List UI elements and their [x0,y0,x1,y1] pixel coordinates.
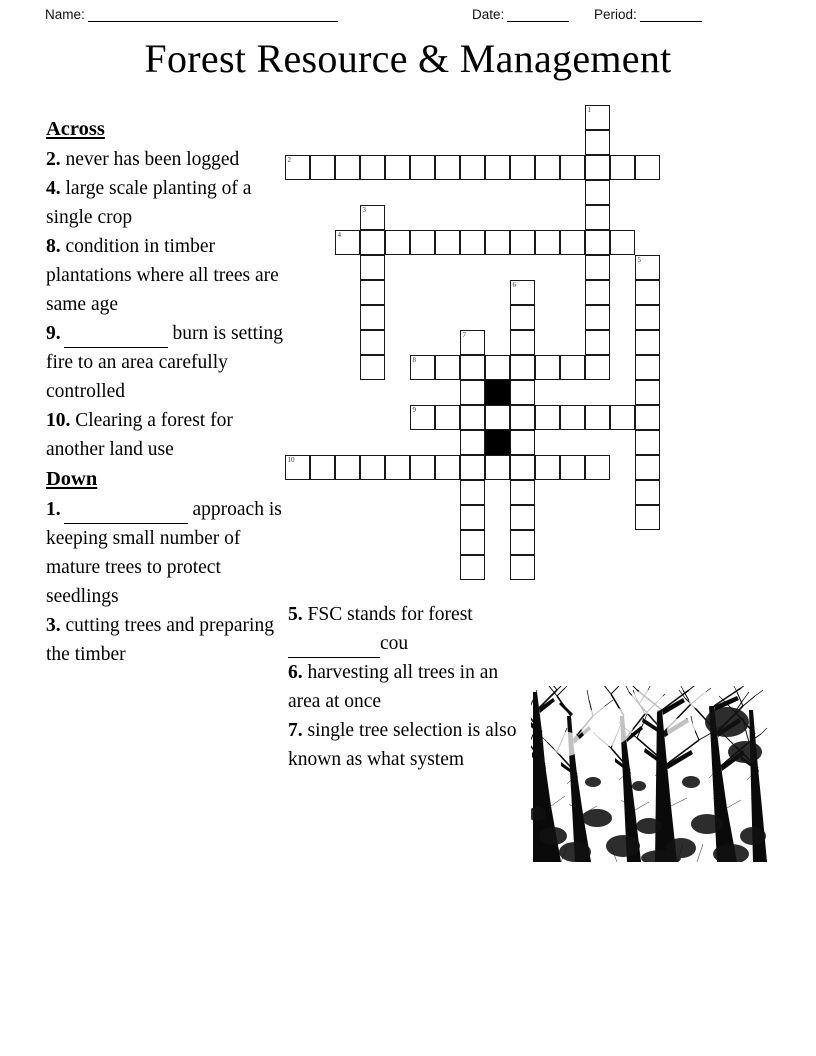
clue-text: approach is keeping small number of mature trees to protect seedlings [46,498,282,607]
page-title: Forest Resource & Management [144,36,672,81]
crossword-cell[interactable] [510,330,535,355]
crossword-cell[interactable] [510,505,535,530]
name-field-row [45,7,338,22]
crossword-cell[interactable] [510,355,535,380]
crossword-cell[interactable] [410,355,435,380]
crossword-cell[interactable] [385,455,410,480]
crossword-cell[interactable] [560,455,585,480]
crossword-cell[interactable] [410,155,435,180]
date-blank-line[interactable] [507,11,569,22]
crossword-cell[interactable] [585,455,610,480]
clue-number: 5. [288,604,303,625]
worksheet-header [0,0,816,26]
crossword-cell[interactable] [460,230,485,255]
crossword-cell[interactable] [435,230,460,255]
clue-text: never has been logged [65,148,240,170]
crossword-cell[interactable] [360,230,385,255]
crossword-cell[interactable] [560,355,585,380]
crossword-cell[interactable] [460,355,485,380]
clue-text: single tree selection is also known as what system [288,720,517,771]
clue-down-6 [288,658,524,716]
crossword-cell[interactable] [510,230,535,255]
crossword-cell[interactable] [510,155,535,180]
clue-down-7 [288,716,524,774]
clue-across-4 [46,174,284,232]
crossword-cell[interactable] [635,355,660,380]
crossword-cell[interactable] [510,380,535,405]
crossword-cell[interactable] [610,405,635,430]
crossword-cell[interactable] [635,330,660,355]
clue-text: condition in timber plantations where all trees are same age [46,235,279,315]
crossword-cell[interactable] [360,330,385,355]
crossword-cell-number: 5 [637,256,641,264]
clue-across-2 [46,145,284,174]
crossword-cell[interactable] [385,155,410,180]
crossword-cell[interactable] [460,555,485,580]
crossword-cell[interactable] [635,155,660,180]
clue-text: FSC stands for forest [307,604,473,625]
name-blank-line[interactable] [88,11,338,22]
answer-blank[interactable] [64,334,168,348]
crossword-cell[interactable] [635,280,660,305]
clues-column-left [46,114,284,669]
crossword-cell-blocked [485,430,510,455]
crossword-cell[interactable] [460,430,485,455]
crossword-cell[interactable] [585,405,610,430]
down-heading: Down [46,468,98,491]
crossword-cell[interactable] [335,455,360,480]
crossword-grid[interactable] [285,105,685,595]
clue-number: 8. [46,235,61,257]
crossword-cell[interactable] [310,455,335,480]
crossword-cell[interactable] [610,155,635,180]
crossword-cell[interactable] [585,355,610,380]
clue-text: burn is setting fire to an area carefully controlled [46,322,283,402]
crossword-cell[interactable] [460,455,485,480]
crossword-cell[interactable] [585,180,610,205]
clue-number: 7. [288,720,303,742]
crossword-cell[interactable] [435,355,460,380]
clue-number: 9. [46,322,61,344]
crossword-cell[interactable] [360,455,385,480]
clue-number: 3. [46,614,61,636]
crossword-cell[interactable] [410,405,435,430]
crossword-cell[interactable] [460,405,485,430]
crossword-cell[interactable] [285,455,310,480]
crossword-cell[interactable] [585,155,610,180]
clue-text: harvesting all trees in an area at once [288,662,499,713]
crossword-cell[interactable] [510,405,535,430]
crossword-cell[interactable] [460,480,485,505]
crossword-cell[interactable] [460,330,485,355]
crossword-cell[interactable] [485,355,510,380]
crossword-cell-number: 4 [337,231,341,239]
crossword-cell[interactable] [360,155,385,180]
crossword-cell[interactable] [635,305,660,330]
clue-down-3 [46,611,284,669]
crossword-cell[interactable] [585,255,610,280]
crossword-cell[interactable] [610,230,635,255]
clue-across-8 [46,232,284,319]
crossword-cell[interactable] [635,405,660,430]
crossword-cell[interactable] [635,255,660,280]
clue-number: 10. [46,409,71,431]
crossword-cell-number: 8 [412,356,416,364]
crossword-cell[interactable] [410,230,435,255]
crossword-cell[interactable] [385,230,410,255]
crossword-cell[interactable] [635,430,660,455]
crossword-cell[interactable] [435,455,460,480]
crossword-cell[interactable] [635,505,660,530]
crossword-cell[interactable] [585,330,610,355]
crossword-cell[interactable] [560,230,585,255]
crossword-cell[interactable] [635,455,660,480]
clue-number: 1. [46,498,61,520]
period-label: Period: [594,7,637,22]
crossword-cell-number: 2 [287,156,291,164]
crossword-cell[interactable] [310,155,335,180]
crossword-cell[interactable] [435,155,460,180]
crossword-cell[interactable] [510,480,535,505]
crossword-cell[interactable] [360,205,385,230]
crossword-cell[interactable] [585,130,610,155]
crossword-cell[interactable] [485,155,510,180]
clue-text-tail: cou [380,633,409,655]
crossword-cell-number: 9 [412,406,416,414]
clue-text: cutting trees and preparing the timber [46,614,274,665]
answer-blank[interactable] [288,644,380,658]
clue-down-1 [46,495,284,611]
crossword-cell[interactable] [460,380,485,405]
crossword-cell[interactable] [535,155,560,180]
crossword-cell[interactable] [435,405,460,430]
crossword-cell[interactable] [585,230,610,255]
forest-canopy-photo [531,686,768,862]
crossword-cell[interactable] [460,530,485,555]
crossword-cell[interactable] [285,155,310,180]
crossword-cell[interactable] [485,230,510,255]
crossword-cell[interactable] [510,305,535,330]
crossword-cell-number: 3 [362,206,366,214]
crossword-cell[interactable] [360,355,385,380]
crossword-cell-number: 10 [287,456,295,464]
name-label: Name: [45,7,85,22]
clue-text: large scale planting of a single crop [46,177,252,228]
crossword-cell[interactable] [635,480,660,505]
crossword-cell-blocked [485,380,510,405]
crossword-cell[interactable] [360,255,385,280]
crossword-cell[interactable] [535,455,560,480]
date-label: Date: [472,7,505,22]
crossword-cell[interactable] [535,230,560,255]
crossword-cell[interactable] [585,280,610,305]
crossword-cell[interactable] [510,280,535,305]
clue-number: 2. [46,148,61,170]
period-blank-line[interactable] [640,11,702,22]
clue-across-10 [46,406,284,464]
crossword-cell[interactable] [360,280,385,305]
crossword-cell[interactable] [410,455,435,480]
crossword-cell[interactable] [585,205,610,230]
clue-number: 4. [46,177,61,199]
crossword-cell[interactable] [335,230,360,255]
crossword-cell[interactable] [485,455,510,480]
crossword-cell[interactable] [510,555,535,580]
crossword-cell[interactable] [510,455,535,480]
crossword-cell[interactable] [510,530,535,555]
crossword-cell-number: 6 [512,281,516,289]
crossword-cell[interactable] [485,405,510,430]
across-heading: Across [46,118,105,140]
clue-text: Clearing a forest for another land use [46,409,233,460]
crossword-cell[interactable] [535,405,560,430]
crossword-cell-number: 1 [587,106,591,114]
crossword-cell[interactable] [560,155,585,180]
date-field-row [472,7,569,22]
crossword-cell[interactable] [585,305,610,330]
crossword-cell[interactable] [635,380,660,405]
crossword-cell[interactable] [460,505,485,530]
clue-number: 6. [288,662,303,684]
clue-across-9 [46,319,284,406]
period-field-row [594,7,702,22]
crossword-cell[interactable] [510,430,535,455]
crossword-cell[interactable] [360,305,385,330]
crossword-cell-number: 7 [462,331,466,339]
clues-column-middle [288,600,524,774]
crossword-cell[interactable] [585,105,610,130]
crossword-cell[interactable] [335,155,360,180]
answer-blank[interactable] [64,510,188,524]
clue-down-5 [288,600,524,658]
crossword-cell[interactable] [535,355,560,380]
crossword-cell[interactable] [460,155,485,180]
crossword-cell[interactable] [560,405,585,430]
